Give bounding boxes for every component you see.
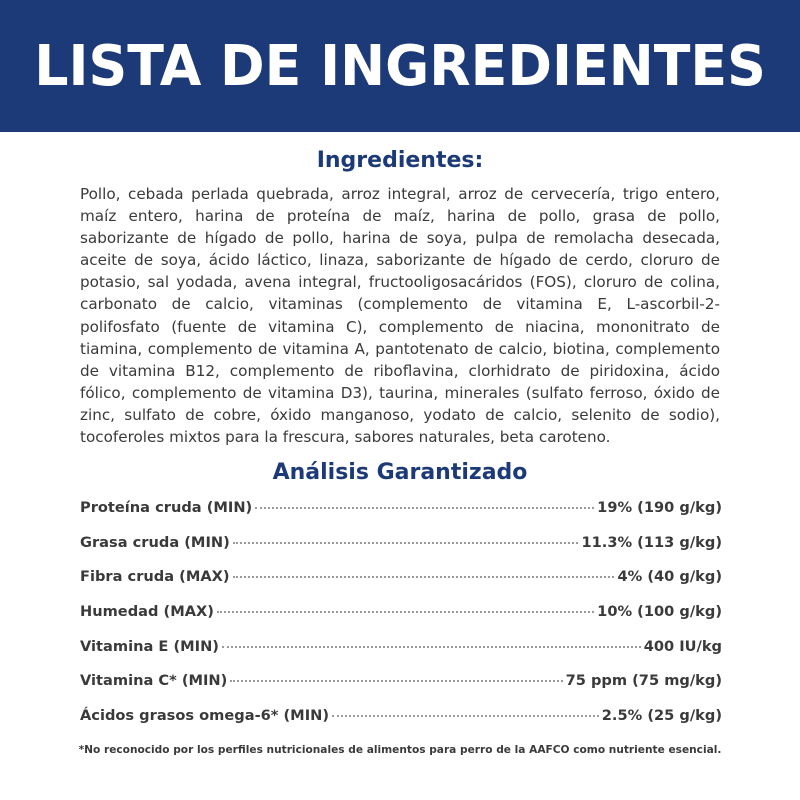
analysis-row <box>80 534 722 569</box>
analysis-label: Vitamina C* (MIN) <box>80 672 228 690</box>
analysis-value: 2.5% (25 g/kg) <box>601 706 722 724</box>
guaranteed-analysis-heading: Análisis Garantizado <box>272 460 528 486</box>
analysis-row <box>80 499 722 534</box>
analysis-value: 400 IU/kg <box>643 637 722 655</box>
analysis-label: Ácidos grasos omega-6* (MIN) <box>80 706 330 724</box>
footnote: *No reconocido por los perfiles nutricionales de alimentos para perro de la AAFCO como nutriente esencial. <box>78 744 722 757</box>
analysis-label: Grasa cruda (MIN) <box>80 533 230 551</box>
analysis-row <box>80 638 722 673</box>
dot-leader <box>230 680 562 682</box>
ingredients-text: Pollo, cebada perlada quebrada, arroz integral, arroz de cervecería, trigo entero, maíz entero, harina de proteína de maíz, harina de pollo, grasa de pollo, saborizante de hígado de pollo, harina de soya, pulpa de remolacha desecada, aceite de soya, ácido láctico, linaza, saborizante de hígado de cerdo, cloruro de potasio, sal yodada, avena integral, fructooligosacáridos (FOS), cloruro de colina, carbonato de calcio, vitaminas (complemento de vitamina E, L-ascorbil-2-polifosfato (fuente de vitamina C), complemento de niacina, mononitrato de tiamina, complemento de vitamina A, pantotenato de calcio, biotina, complemento de vitamina B12, complemento de riboflavina, clorhidrato de piridoxina, ácido fólico, complemento de vitamina D3), taurina, minerales (sulfato ferroso, óxido de zinc, sulfato de cobre, óxido manganoso, yodato de calcio, selenito de sodio), tocoferoles mixtos para la frescura, sabores naturales, beta caroteno. <box>80 185 720 447</box>
analysis-row <box>80 672 722 707</box>
analysis-label: Humedad (MAX) <box>80 602 214 620</box>
header-banner <box>0 0 800 132</box>
analysis-label: Proteína cruda (MIN) <box>80 499 253 517</box>
analysis-value: 19% (190 g/kg) <box>597 499 722 517</box>
analysis-value: 75 ppm (75 mg/kg) <box>565 672 722 690</box>
analysis-value: 4% (40 g/kg) <box>617 568 722 586</box>
analysis-label: Fibra cruda (MAX) <box>80 568 230 586</box>
dot-leader <box>233 542 579 544</box>
dot-leader <box>233 576 615 578</box>
dot-leader <box>222 646 641 648</box>
page-title: LISTA DE INGREDIENTES <box>34 33 766 99</box>
analysis-value: 11.3% (113 g/kg) <box>581 533 722 551</box>
dot-leader <box>255 507 594 509</box>
guaranteed-analysis-table <box>80 499 722 741</box>
ingredients-heading: Ingredientes: <box>316 148 484 173</box>
dot-leader <box>332 715 599 717</box>
analysis-row <box>80 603 722 638</box>
dot-leader <box>217 611 594 613</box>
analysis-label: Vitamina E (MIN) <box>80 637 219 655</box>
analysis-row <box>80 568 722 603</box>
analysis-value: 10% (100 g/kg) <box>597 602 722 620</box>
analysis-row <box>80 707 722 742</box>
